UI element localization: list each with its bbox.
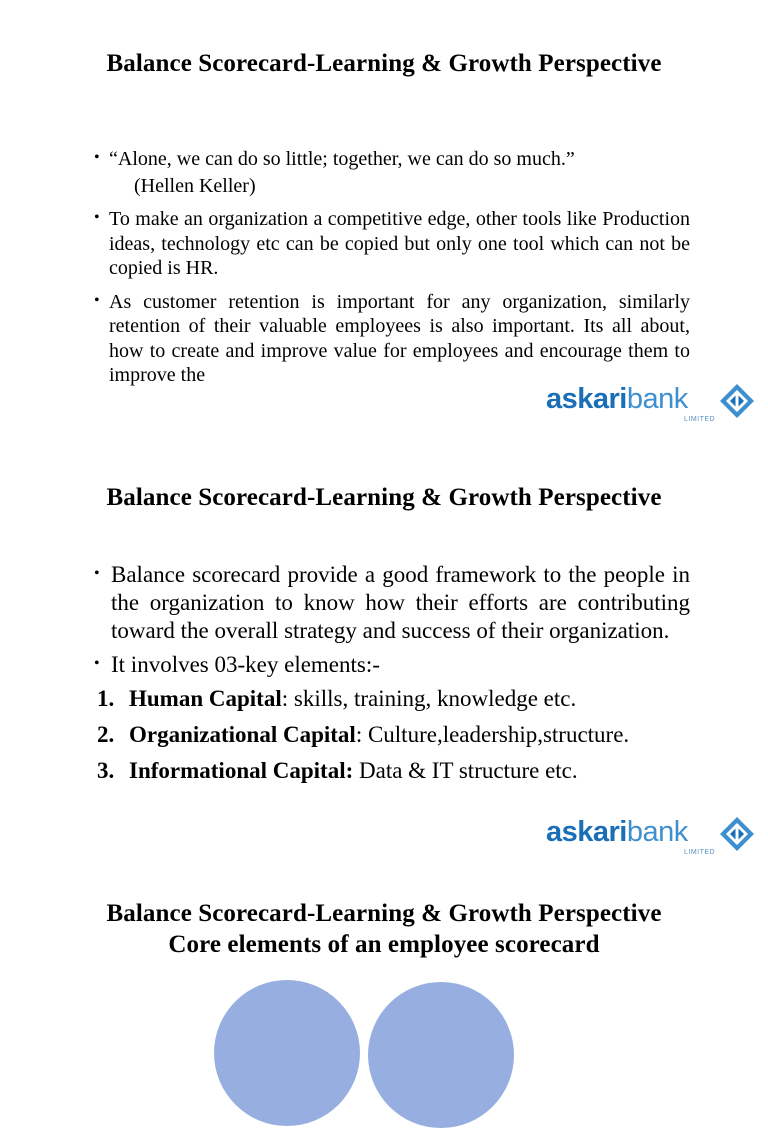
bullet-dot-icon: • — [94, 291, 100, 309]
logo-wordmark: askaribank — [546, 383, 688, 415]
bullet-text: Balance scorecard provide a good framework to the people in the organization to know how their efforts are contributing toward the overall strategy and success of their organization. — [111, 562, 690, 643]
logo-wordmark: askaribank — [546, 816, 688, 848]
slide-1-bullets — [94, 147, 690, 397]
bullet-text: As customer retention is important for any organization, similarly retention of their valuable employees is also important. Its all about, how to create and improve value for employees and encourage them to improve the — [109, 290, 690, 386]
bullet-text: It involves 03-key elements:- — [111, 652, 380, 677]
bullet-text: To make an organization a competitive edge, other tools like Production ideas, technology etc can be copied but only one tool which can not be copied is HR. — [109, 208, 690, 279]
askari-bank-logo — [546, 383, 761, 431]
item-detail: : Culture,leadership,structure. — [355, 722, 630, 747]
numbered-item — [94, 685, 690, 713]
bullet-item — [94, 651, 690, 679]
numbered-item — [94, 721, 690, 749]
decorative-circle — [368, 982, 514, 1128]
askari-diamond-icon — [719, 383, 755, 419]
item-detail: : skills, training, knowledge etc. — [281, 686, 577, 711]
bullet-dot-icon: • — [94, 149, 100, 166]
bullet-item — [94, 290, 690, 388]
quote-text: “Alone, we can do so little; together, we can do so much.” — [109, 148, 575, 170]
item-number: 3. — [97, 758, 115, 783]
bullet-dot-icon: • — [94, 565, 100, 582]
logo-limited: LIMITED — [684, 849, 716, 856]
item-detail: Data & IT structure etc. — [353, 758, 578, 783]
bullet-item — [94, 147, 690, 198]
slide-2-bullets — [94, 561, 690, 793]
bullet-dot-icon: • — [94, 655, 100, 672]
slide-2-title: Balance Scorecard-Learning & Growth Perspective — [106, 484, 662, 511]
slide-1-title: Balance Scorecard-Learning & Growth Perspective — [106, 50, 662, 77]
bullet-dot-icon: • — [94, 209, 100, 226]
item-heading: Informational Capital: — [129, 758, 354, 783]
slide-3-title: Balance Scorecard-Learning & Growth Perspective — [106, 900, 662, 927]
askari-bank-logo — [546, 816, 761, 864]
bullet-item — [94, 561, 690, 645]
askari-diamond-icon — [719, 816, 755, 852]
logo-limited: LIMITED — [684, 416, 716, 423]
item-number: 2. — [97, 722, 115, 747]
numbered-item — [94, 757, 690, 785]
item-number: 1. — [97, 686, 115, 711]
item-heading: Human Capital — [129, 686, 282, 711]
quote-author: (Hellen Keller) — [134, 174, 256, 197]
decorative-circle — [214, 980, 360, 1126]
slide-3-subtitle: Core elements of an employee scorecard — [168, 931, 600, 958]
bullet-item — [94, 207, 690, 281]
item-heading: Organizational Capital — [129, 722, 356, 747]
